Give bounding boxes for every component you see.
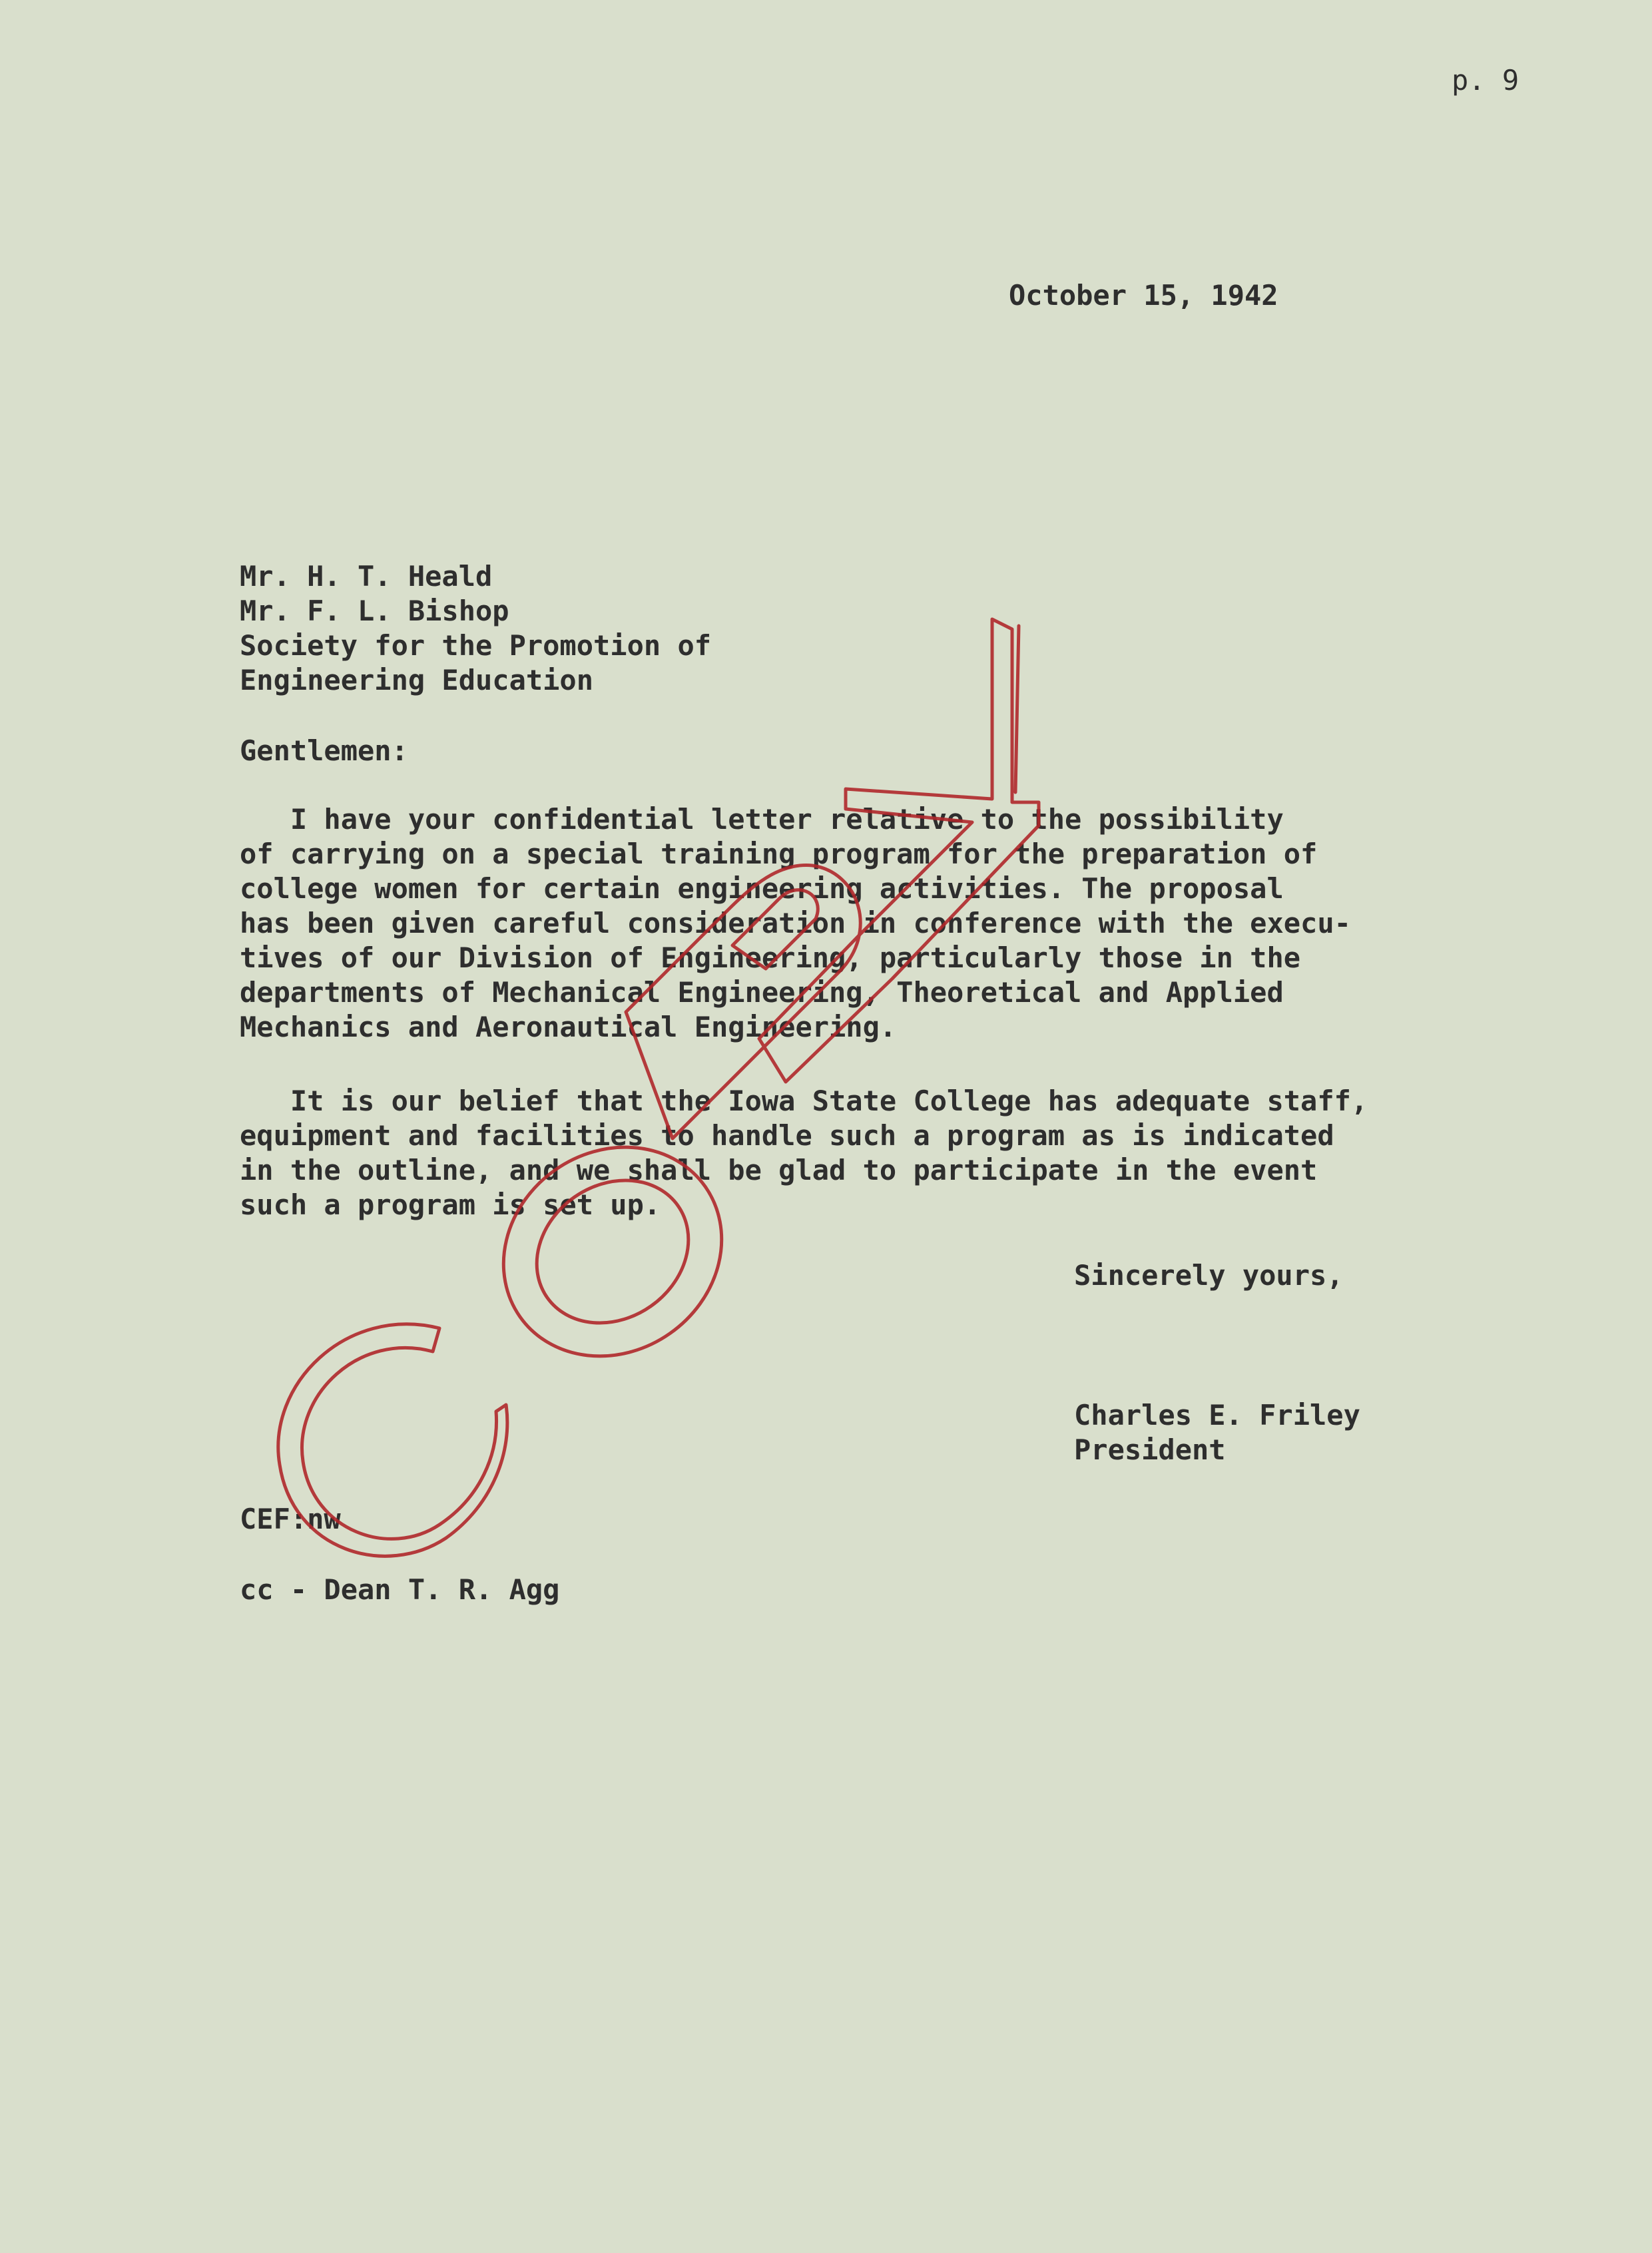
signature-block	[1074, 1398, 1360, 1467]
body-line: has been given careful consideration in conference with the execu-	[240, 907, 1351, 939]
body-line: Mechanics and Aeronautical Engineering.	[240, 1011, 897, 1043]
body-paragraph-1	[240, 802, 1351, 1045]
signer-title: President	[1074, 1433, 1226, 1466]
body-line: departments of Mechanical Engineering, Theoretical and Applied	[240, 976, 1284, 1009]
addressee-block	[240, 559, 711, 698]
reference-initials: CEF:nw	[240, 1503, 341, 1535]
addressee-line: Engineering Education	[240, 664, 594, 696]
addressee-line: Society for the Promotion of	[240, 629, 712, 662]
body-line: I have your confidential letter relative to the possibility	[240, 803, 1284, 836]
body-paragraph-2	[240, 1084, 1368, 1222]
body-line: of carrying on a special training program for the preparation of	[240, 838, 1318, 870]
body-line: such a program is set up.	[240, 1188, 661, 1221]
body-line: college women for certain engineering activities. The proposal	[240, 872, 1284, 905]
signer-name: Charles E. Friley	[1074, 1399, 1360, 1431]
body-line: tives of our Division of Engineering, particularly those in the	[240, 941, 1301, 974]
salutation: Gentlemen:	[240, 734, 408, 767]
page-number: p. 9	[1452, 64, 1519, 97]
body-line: It is our belief that the Iowa State College has adequate staff,	[240, 1085, 1368, 1117]
carbon-copy-line: cc - Dean T. R. Agg	[240, 1573, 560, 1606]
addressee-line: Mr. H. T. Heald	[240, 560, 493, 593]
letter-date: October 15, 1942	[1009, 279, 1278, 312]
body-line: equipment and facilities to handle such a program as is indicated	[240, 1119, 1334, 1152]
stamp-letter-y-notch	[1015, 626, 1019, 792]
addressee-line: Mr. F. L. Bishop	[240, 595, 509, 627]
body-line: in the outline, and we shall be glad to participate in the event	[240, 1154, 1318, 1186]
complimentary-closing: Sincerely yours,	[1074, 1259, 1344, 1292]
